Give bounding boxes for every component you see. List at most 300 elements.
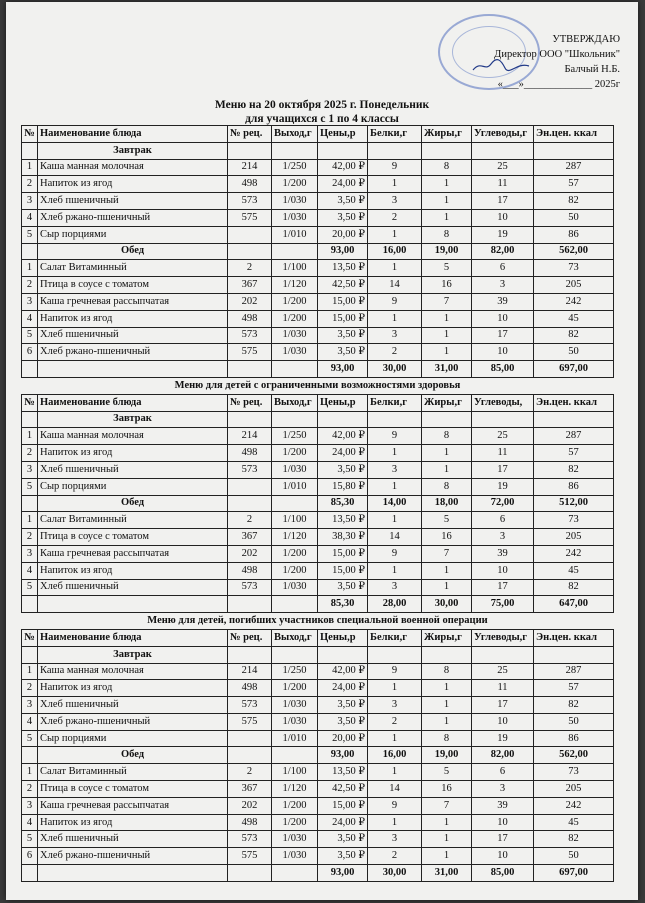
table-cell: 42,50 ₽ [318, 781, 368, 798]
table-cell: 573 [228, 327, 272, 344]
table-cell: Сыр порциями [38, 478, 228, 495]
lunch-total: 647,00 [534, 596, 614, 613]
lunch-total: 85,30 [318, 596, 368, 613]
table-cell: 1 [422, 713, 472, 730]
table-cell: 1/100 [272, 512, 318, 529]
table-cell: 1 [422, 697, 472, 714]
table-cell: 1 [368, 176, 422, 193]
column-header: Эн.цен. ккал [534, 126, 614, 143]
table-cell: 39 [472, 545, 534, 562]
table-cell: Хлеб пшеничный [38, 697, 228, 714]
column-header: Цены,р [318, 126, 368, 143]
table-cell: 42,00 ₽ [318, 663, 368, 680]
table-row [22, 461, 614, 478]
empty-cell [534, 142, 614, 159]
table-cell: 2 [228, 260, 272, 277]
table-cell: 4 [22, 562, 38, 579]
empty-cell [228, 142, 272, 159]
table-cell: 1 [368, 478, 422, 495]
lunch-total: 31,00 [422, 865, 472, 882]
table-cell: 11 [472, 445, 534, 462]
empty-cell [472, 411, 534, 428]
table-cell: Напиток из ягод [38, 445, 228, 462]
column-header: Углеводы, [472, 394, 534, 411]
table-cell: 1/010 [272, 226, 318, 243]
table-cell: 50 [534, 713, 614, 730]
table-cell: 573 [228, 579, 272, 596]
table-cell: 1 [422, 310, 472, 327]
empty-cell [272, 646, 318, 663]
empty-cell [22, 142, 38, 159]
table-cell: 367 [228, 529, 272, 546]
table-cell: 24,00 ₽ [318, 176, 368, 193]
table-cell: 45 [534, 814, 614, 831]
table-cell: 1/200 [272, 176, 318, 193]
column-header: Углеводы,г [472, 629, 534, 646]
column-header: Цены,р [318, 629, 368, 646]
table-cell: 1/250 [272, 159, 318, 176]
table-cell: 15,00 ₽ [318, 310, 368, 327]
table-cell: 3,50 ₽ [318, 579, 368, 596]
table-cell: 242 [534, 797, 614, 814]
table-cell: 57 [534, 176, 614, 193]
table-cell: Напиток из ягод [38, 814, 228, 831]
empty-cell [272, 747, 318, 764]
table-cell: 20,00 ₽ [318, 226, 368, 243]
table-cell: 4 [22, 814, 38, 831]
table-row [22, 529, 614, 546]
table-cell: 498 [228, 562, 272, 579]
section-title: Меню для детей с ограниченными возможностями здоровья [22, 377, 614, 394]
table-cell: 8 [422, 226, 472, 243]
table-cell: Напиток из ягод [38, 176, 228, 193]
table-cell: 16 [422, 781, 472, 798]
table-cell: 2 [368, 713, 422, 730]
table-cell: 1/030 [272, 579, 318, 596]
table-cell: 1/200 [272, 310, 318, 327]
table-cell: 1 [368, 814, 422, 831]
table-cell: 50 [534, 848, 614, 865]
table-row [22, 764, 614, 781]
table-cell: Птица в соусе с томатом [38, 277, 228, 294]
table-cell: 5 [422, 764, 472, 781]
lunch-total: 697,00 [534, 865, 614, 882]
meal-row [22, 243, 614, 260]
table-cell: 575 [228, 848, 272, 865]
section-title-row [22, 377, 614, 394]
table-cell: 3 [22, 545, 38, 562]
breakfast-total: 512,00 [534, 495, 614, 512]
table-cell: 1 [422, 848, 472, 865]
table-row [22, 814, 614, 831]
table-cell: 10 [472, 310, 534, 327]
column-header: № [22, 629, 38, 646]
table-row [22, 277, 614, 294]
table-cell: 1/200 [272, 445, 318, 462]
table-cell: 19 [472, 730, 534, 747]
table-cell: 1/250 [272, 663, 318, 680]
table-cell: 73 [534, 512, 614, 529]
table-cell: 3 [368, 579, 422, 596]
table-row [22, 713, 614, 730]
table-cell: 1/120 [272, 781, 318, 798]
column-header: Наименование блюда [38, 126, 228, 143]
table-cell: 17 [472, 193, 534, 210]
column-header: Жиры,г [422, 394, 472, 411]
lunch-total: 93,00 [318, 865, 368, 882]
empty-cell [422, 646, 472, 663]
table-cell: 1 [422, 327, 472, 344]
empty-cell [534, 646, 614, 663]
table-cell: 1 [368, 310, 422, 327]
column-header: № рец. [228, 126, 272, 143]
table-cell: Каша гречневая рассыпчатая [38, 797, 228, 814]
table-cell: 1/030 [272, 461, 318, 478]
table-cell: 4 [22, 209, 38, 226]
table-cell: 17 [472, 461, 534, 478]
empty-cell [318, 646, 368, 663]
empty-cell [472, 646, 534, 663]
table-cell: 1 [422, 579, 472, 596]
table-cell: 3 [368, 697, 422, 714]
table-cell: 3,50 ₽ [318, 327, 368, 344]
table-cell: 1 [422, 176, 472, 193]
empty-cell [272, 596, 318, 613]
table-cell: 573 [228, 831, 272, 848]
table-cell: 50 [534, 344, 614, 361]
table-cell: 57 [534, 680, 614, 697]
empty-cell [534, 411, 614, 428]
table-cell: 6 [472, 764, 534, 781]
table-cell: 8 [422, 428, 472, 445]
table-cell: 2 [22, 781, 38, 798]
table-cell: 42,00 ₽ [318, 159, 368, 176]
lunch-total: 697,00 [534, 361, 614, 378]
meal-label-lunch: Обед [38, 495, 228, 512]
table-cell: 2 [368, 209, 422, 226]
table-cell: 6 [22, 848, 38, 865]
table-cell: 5 [22, 831, 38, 848]
table-cell: 214 [228, 428, 272, 445]
table-cell: 5 [22, 579, 38, 596]
table-cell: 10 [472, 713, 534, 730]
table-cell: 25 [472, 159, 534, 176]
table-cell: 4 [22, 310, 38, 327]
table-cell: 3 [472, 277, 534, 294]
table-cell: 575 [228, 209, 272, 226]
table-cell: 16 [422, 277, 472, 294]
table-cell [228, 478, 272, 495]
table-cell: Хлеб пшеничный [38, 461, 228, 478]
table-row [22, 831, 614, 848]
empty-cell [228, 865, 272, 882]
meal-row [22, 747, 614, 764]
table-row [22, 209, 614, 226]
menu-table [21, 125, 614, 882]
empty-cell [228, 411, 272, 428]
table-cell: 10 [472, 814, 534, 831]
table-cell: 13,50 ₽ [318, 764, 368, 781]
table-cell: Каша гречневая рассыпчатая [38, 545, 228, 562]
table-cell: 3,50 ₽ [318, 344, 368, 361]
table-cell: 82 [534, 697, 614, 714]
lunch-total: 93,00 [318, 361, 368, 378]
table-cell: 498 [228, 445, 272, 462]
empty-cell [272, 411, 318, 428]
table-cell: 14 [368, 277, 422, 294]
table-cell: 3 [472, 781, 534, 798]
table-cell: 24,00 ₽ [318, 680, 368, 697]
column-header: Наименование блюда [38, 629, 228, 646]
table-cell: 8 [422, 730, 472, 747]
table-cell: 17 [472, 327, 534, 344]
table-row [22, 697, 614, 714]
table-cell: Хлеб пшеничный [38, 193, 228, 210]
table-cell: 1/200 [272, 797, 318, 814]
table-cell: 20,00 ₽ [318, 730, 368, 747]
empty-cell [22, 646, 38, 663]
table-cell: 15,80 ₽ [318, 478, 368, 495]
meal-label-lunch: Обед [38, 747, 228, 764]
menu-heading [6, 98, 638, 126]
table-cell: 3,50 ₽ [318, 209, 368, 226]
table-cell: 1 [22, 159, 38, 176]
table-cell: 498 [228, 680, 272, 697]
empty-cell [228, 596, 272, 613]
table-cell: 82 [534, 461, 614, 478]
table-cell: 575 [228, 713, 272, 730]
table-cell: 15,00 ₽ [318, 562, 368, 579]
empty-cell [228, 361, 272, 378]
table-cell: 1 [422, 461, 472, 478]
table-cell: 10 [472, 848, 534, 865]
table-cell: Птица в соусе с томатом [38, 781, 228, 798]
table-cell: 39 [472, 293, 534, 310]
table-cell: 1 [422, 209, 472, 226]
table-cell: 1/200 [272, 545, 318, 562]
table-cell: 287 [534, 663, 614, 680]
empty-cell [368, 142, 422, 159]
breakfast-total: 93,00 [318, 243, 368, 260]
table-cell: 24,00 ₽ [318, 445, 368, 462]
empty-cell [272, 361, 318, 378]
table-cell: Хлеб ржано-пшеничный [38, 209, 228, 226]
section-title: Меню для детей, погибших участников специальной военной операции [22, 613, 614, 630]
table-cell: Напиток из ягод [38, 310, 228, 327]
column-header: Жиры,г [422, 126, 472, 143]
table-cell: 9 [368, 293, 422, 310]
empty-cell [272, 865, 318, 882]
lunch-total: 30,00 [368, 865, 422, 882]
table-cell: 242 [534, 293, 614, 310]
table-cell: 15,00 ₽ [318, 545, 368, 562]
breakfast-total: 72,00 [472, 495, 534, 512]
table-cell: 2 [228, 512, 272, 529]
table-cell: 82 [534, 327, 614, 344]
table-cell: 82 [534, 193, 614, 210]
breakfast-total: 19,00 [422, 747, 472, 764]
table-cell: 1 [422, 831, 472, 848]
table-cell: 1/200 [272, 293, 318, 310]
table-row [22, 848, 614, 865]
table-cell: 17 [472, 579, 534, 596]
table-cell: Хлеб пшеничный [38, 327, 228, 344]
table-cell: 498 [228, 176, 272, 193]
table-cell: 16 [422, 529, 472, 546]
table-cell: 86 [534, 478, 614, 495]
table-cell: 1/030 [272, 697, 318, 714]
empty-cell [318, 142, 368, 159]
approval-name: Балчый Н.Б. [564, 64, 620, 75]
empty-cell [38, 596, 228, 613]
empty-cell [22, 411, 38, 428]
table-cell: Напиток из ягод [38, 680, 228, 697]
table-cell: 287 [534, 159, 614, 176]
table-cell: 3 [368, 327, 422, 344]
lunch-total: 75,00 [472, 596, 534, 613]
table-row [22, 545, 614, 562]
table-row [22, 193, 614, 210]
empty-cell [228, 243, 272, 260]
table-cell: 14 [368, 529, 422, 546]
table-cell: 2 [22, 680, 38, 697]
table-cell: 1 [22, 663, 38, 680]
breakfast-total: 82,00 [472, 747, 534, 764]
table-row [22, 680, 614, 697]
table-cell: 11 [472, 176, 534, 193]
table-cell: 498 [228, 310, 272, 327]
table-row [22, 293, 614, 310]
table-cell: 1 [368, 260, 422, 277]
table-row [22, 327, 614, 344]
table-cell: 13,50 ₽ [318, 260, 368, 277]
table-cell: 3 [368, 831, 422, 848]
table-cell: 5 [22, 226, 38, 243]
table-cell: 6 [22, 344, 38, 361]
lunch-total: 30,00 [422, 596, 472, 613]
table-cell: Сыр порциями [38, 226, 228, 243]
table-row [22, 730, 614, 747]
table-cell: 1 [422, 814, 472, 831]
meal-label-breakfast: Завтрак [38, 142, 228, 159]
empty-cell [22, 747, 38, 764]
table-cell: 1/030 [272, 209, 318, 226]
table-row [22, 344, 614, 361]
table-cell: 1 [22, 260, 38, 277]
table-cell: 9 [368, 797, 422, 814]
table-cell: 15,00 ₽ [318, 797, 368, 814]
total-row [22, 596, 614, 613]
table-cell: 3,50 ₽ [318, 713, 368, 730]
table-cell [228, 730, 272, 747]
table-cell: 205 [534, 277, 614, 294]
table-cell: 9 [368, 428, 422, 445]
table-cell: 573 [228, 697, 272, 714]
table-cell: 1 [422, 445, 472, 462]
empty-cell [272, 495, 318, 512]
table-cell: Хлеб ржано-пшеничный [38, 713, 228, 730]
total-row [22, 361, 614, 378]
empty-cell [368, 646, 422, 663]
table-cell: 7 [422, 797, 472, 814]
meal-row [22, 495, 614, 512]
table-cell: 82 [534, 579, 614, 596]
table-cell: 3 [368, 193, 422, 210]
table-cell: 86 [534, 730, 614, 747]
lunch-total: 30,00 [368, 361, 422, 378]
table-cell: 9 [368, 663, 422, 680]
table-cell: 3,50 ₽ [318, 848, 368, 865]
table-cell: 242 [534, 545, 614, 562]
column-header: № [22, 126, 38, 143]
empty-cell [472, 142, 534, 159]
table-cell: 17 [472, 831, 534, 848]
table-cell: 19 [472, 226, 534, 243]
table-cell: 367 [228, 277, 272, 294]
table-cell: Салат Витаминный [38, 764, 228, 781]
breakfast-total: 93,00 [318, 747, 368, 764]
table-cell: 1 [368, 562, 422, 579]
table-row [22, 512, 614, 529]
table-cell: 214 [228, 663, 272, 680]
table-cell: 214 [228, 159, 272, 176]
empty-cell [22, 361, 38, 378]
table-cell: Салат Витаминный [38, 512, 228, 529]
table-row [22, 226, 614, 243]
empty-cell [38, 865, 228, 882]
column-header: Белки,г [368, 126, 422, 143]
empty-cell [422, 142, 472, 159]
table-cell: 202 [228, 797, 272, 814]
table-cell: 367 [228, 781, 272, 798]
table-cell: 1 [422, 193, 472, 210]
table-cell: 1 [368, 512, 422, 529]
empty-cell [228, 495, 272, 512]
table-cell: 1/120 [272, 529, 318, 546]
table-cell: 42,50 ₽ [318, 277, 368, 294]
table-cell: Хлеб ржано-пшеничный [38, 848, 228, 865]
empty-cell [368, 411, 422, 428]
table-cell: 4 [22, 713, 38, 730]
table-row [22, 445, 614, 462]
table-cell: 24,00 ₽ [318, 814, 368, 831]
table-cell: Птица в соусе с томатом [38, 529, 228, 546]
table-cell: 1/030 [272, 848, 318, 865]
table-cell: 1 [422, 680, 472, 697]
table-cell: 5 [22, 478, 38, 495]
breakfast-total: 14,00 [368, 495, 422, 512]
table-cell: 1 [422, 562, 472, 579]
meal-label-lunch: Обед [38, 243, 228, 260]
table-cell: Хлеб пшеничный [38, 831, 228, 848]
breakfast-total: 82,00 [472, 243, 534, 260]
empty-cell [272, 142, 318, 159]
table-cell: 1 [22, 512, 38, 529]
table-cell: 573 [228, 193, 272, 210]
empty-cell [272, 243, 318, 260]
meal-row [22, 646, 614, 663]
table-cell: 50 [534, 209, 614, 226]
table-row [22, 260, 614, 277]
table-cell: 1/200 [272, 562, 318, 579]
table-cell: 1 [368, 680, 422, 697]
header-row [22, 394, 614, 411]
meal-label-breakfast: Завтрак [38, 646, 228, 663]
table-cell: 38,30 ₽ [318, 529, 368, 546]
table-cell: 1/200 [272, 814, 318, 831]
header-row [22, 629, 614, 646]
table-cell [228, 226, 272, 243]
